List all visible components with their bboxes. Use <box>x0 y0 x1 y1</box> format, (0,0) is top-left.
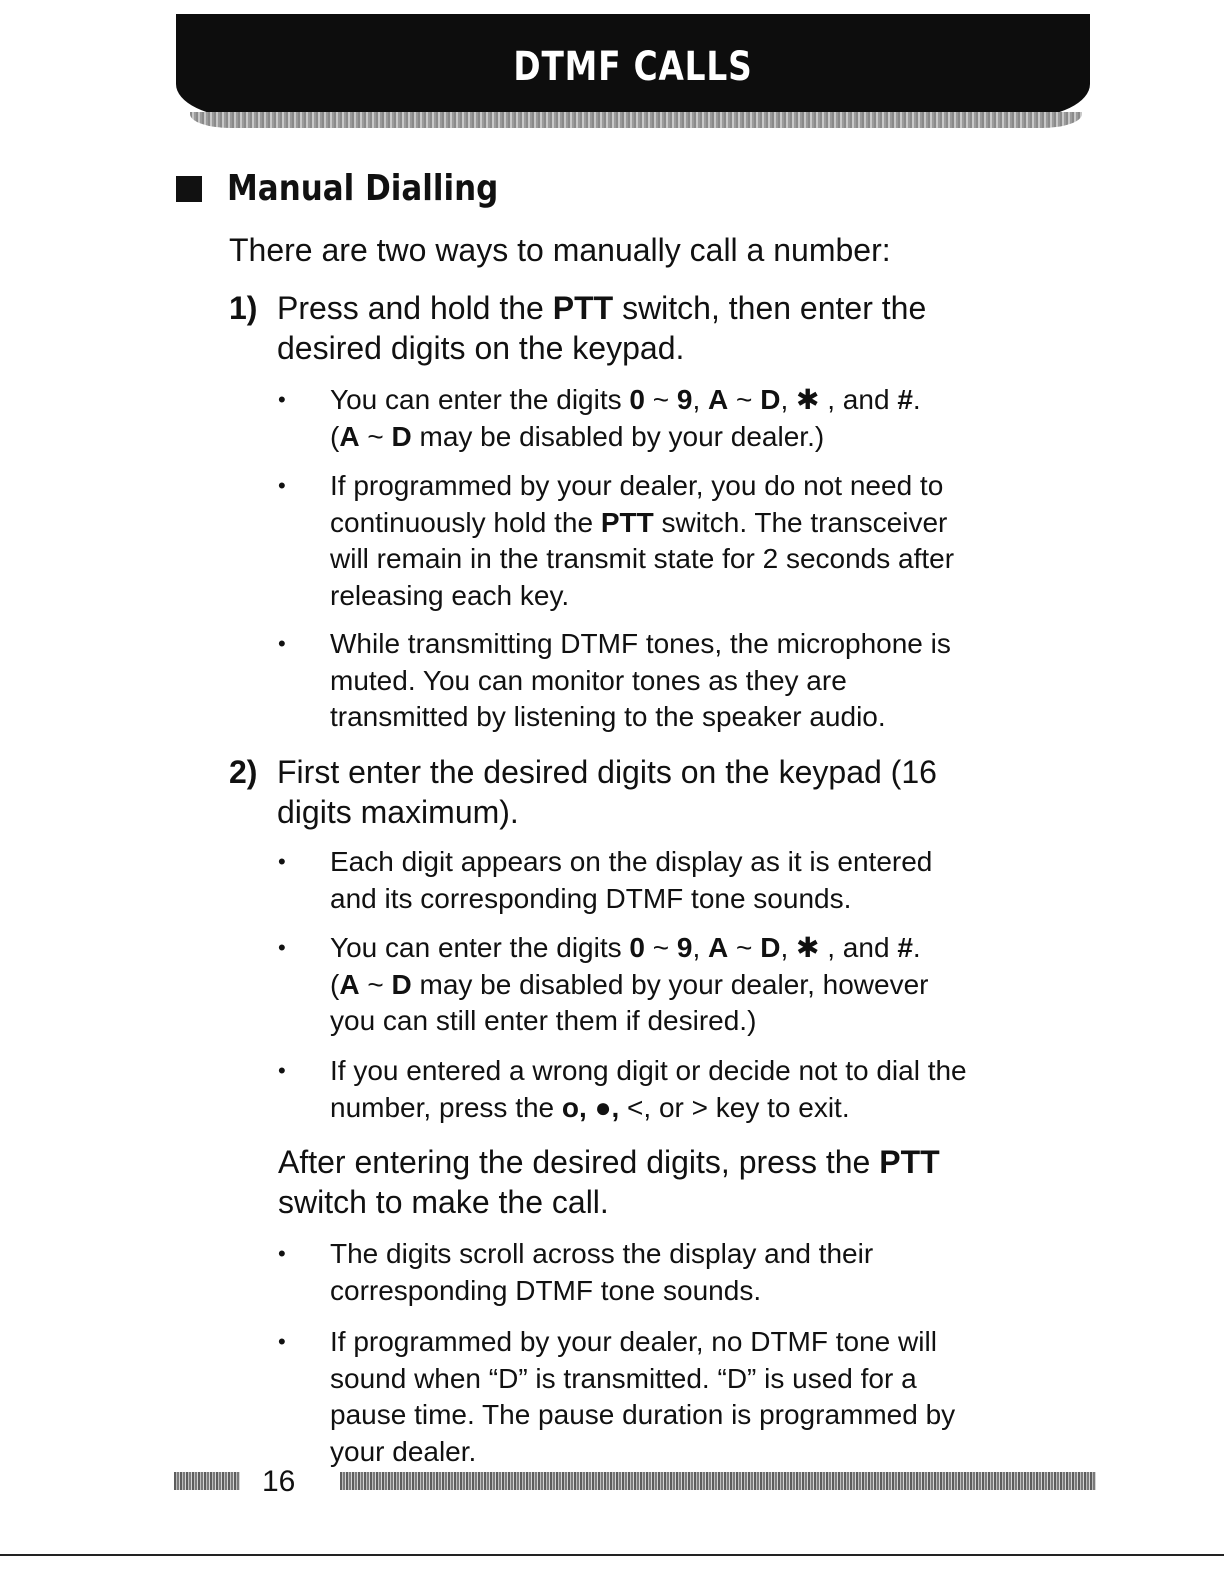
text-run: <, or > key to exit. <box>619 1091 850 1123</box>
key-label: D <box>391 968 412 1000</box>
text-line: Each digit appears on the display as it is entered <box>330 846 933 877</box>
text-run: , <box>780 932 796 963</box>
bullet-text <box>330 844 1100 917</box>
intro-text: There are two ways to manually call a number: <box>229 232 891 268</box>
page-number: 16 <box>262 1465 296 1498</box>
text-run: , <box>780 384 796 415</box>
text-run: ( <box>330 420 340 452</box>
text-run: , <box>692 932 709 963</box>
text-line: switch to make the call. <box>278 1184 609 1220</box>
ptt-label: PTT <box>600 506 654 538</box>
key-label: D <box>391 420 412 452</box>
bullet-dot-icon: • <box>278 849 286 874</box>
text-run: , <box>692 384 709 415</box>
text-run: continuously hold the <box>330 506 601 538</box>
text-line: If programmed by your dealer, you do not need to <box>330 470 944 501</box>
text-line <box>277 328 1057 368</box>
bullet-dot-icon: • <box>278 1329 286 1354</box>
text-line <box>330 505 1100 542</box>
key-label: D <box>760 932 781 963</box>
text-line: corresponding DTMF tone sounds. <box>330 1274 762 1306</box>
text-run: may be disabled by your dealer, however <box>411 968 929 1000</box>
bullet-text <box>330 468 1100 614</box>
step-text <box>277 752 1057 832</box>
text-run: . <box>912 384 921 415</box>
text-run: may be disabled by your dealer.) <box>411 420 825 452</box>
key-label: A <box>339 968 360 1000</box>
text-run: . <box>912 932 921 963</box>
text-line: While transmitting DTMF tones, the microphone is <box>330 628 951 659</box>
key-label: 9 <box>676 932 693 963</box>
text-line: transmitted by listening to the speaker audio. <box>330 701 886 732</box>
text-run: desired digits on the keypad. <box>277 330 685 366</box>
text-line: muted. You can monitor tones as they are <box>330 664 847 696</box>
text-run: , and <box>819 384 898 415</box>
bullet-dot-icon: • <box>278 1058 286 1083</box>
text-line <box>277 288 1057 328</box>
text-line: and its corresponding DTMF tone sounds. <box>330 882 852 914</box>
exit-keys-label: o, ●, <box>561 1091 620 1123</box>
text-line: sound when “D” is transmitted. “D” is used for a <box>330 1362 917 1394</box>
step-text <box>277 288 1057 368</box>
text-run: switch. The transceiver <box>653 506 948 538</box>
text-line <box>330 967 1100 1004</box>
bullet-dot-icon: • <box>278 935 286 960</box>
key-label: 0 <box>629 384 645 415</box>
bullet-text <box>330 1324 1100 1470</box>
asterisk-key-label: ✱ <box>796 932 820 963</box>
text-run: ~ <box>728 384 761 415</box>
after-entering-text <box>278 1142 940 1222</box>
text-run: ~ <box>359 420 392 452</box>
step-number: 2) <box>229 754 258 790</box>
bullet-dot-icon: • <box>278 473 286 498</box>
header-banner-shadow <box>190 112 1082 128</box>
text-line: you can still enter them if desired.) <box>330 1005 757 1036</box>
text-run: switch, then enter the <box>613 290 927 326</box>
text-run: Press and hold the <box>277 290 553 326</box>
bullet-text <box>330 1053 1100 1126</box>
text-line: First enter the desired digits on the keypad (16 <box>277 754 937 790</box>
text-line <box>278 1142 940 1182</box>
bullet-dot-icon: • <box>278 387 286 412</box>
text-run: You can enter the digits <box>330 384 630 415</box>
footer-decoration-left <box>174 1472 240 1490</box>
text-line <box>330 419 1100 456</box>
text-line <box>330 1090 1100 1127</box>
text-line: releasing each key. <box>330 579 570 611</box>
key-label: A <box>708 384 729 415</box>
text-run: ~ <box>728 932 761 963</box>
key-label: A <box>339 420 360 452</box>
bullet-dot-icon: • <box>278 631 286 656</box>
bullet-text <box>330 930 1100 1040</box>
bullet-text <box>330 1236 1100 1309</box>
key-label: D <box>760 384 781 415</box>
text-line <box>330 930 1100 967</box>
page-title: DTMF CALLS <box>513 44 753 90</box>
text-line: will remain in the transmit state for 2 seconds after <box>330 543 955 574</box>
key-label: # <box>897 932 913 963</box>
text-run: , and <box>819 932 898 963</box>
text-run: ~ <box>644 932 677 963</box>
text-run: ~ <box>644 384 677 415</box>
text-run: ( <box>330 968 340 1000</box>
text-line: digits maximum). <box>277 794 519 830</box>
step-number: 1) <box>229 290 258 326</box>
bullet-dot-icon: • <box>278 1241 286 1266</box>
bullet-text <box>330 626 1100 736</box>
footer-decoration-right <box>340 1472 1096 1490</box>
text-line: If you entered a wrong digit or decide not to dial the <box>330 1055 967 1086</box>
asterisk-key-label: ✱ <box>796 384 820 415</box>
page-bottom-rule <box>0 1554 1224 1556</box>
text-line: pause time. The pause duration is programmed by <box>330 1399 956 1430</box>
text-run: After entering the desired digits, press the <box>278 1144 880 1180</box>
key-label: A <box>708 932 729 963</box>
text-line: If programmed by your dealer, no DTMF tone will <box>330 1326 937 1357</box>
text-line: your dealer. <box>330 1435 477 1467</box>
ptt-label: PTT <box>552 290 614 326</box>
text-line <box>330 382 1100 419</box>
section-title: Manual Dialling <box>227 168 499 209</box>
key-label: # <box>897 384 913 415</box>
text-line: The digits scroll across the display and their <box>330 1238 874 1269</box>
text-run: You can enter the digits <box>330 932 630 963</box>
ptt-label: PTT <box>879 1144 940 1180</box>
key-label: 0 <box>629 932 645 963</box>
section-bullet-square-icon <box>176 176 202 202</box>
text-run: number, press the <box>330 1091 562 1123</box>
bullet-text <box>330 382 1100 455</box>
key-label: 9 <box>676 384 693 415</box>
text-run: ~ <box>359 968 392 1000</box>
